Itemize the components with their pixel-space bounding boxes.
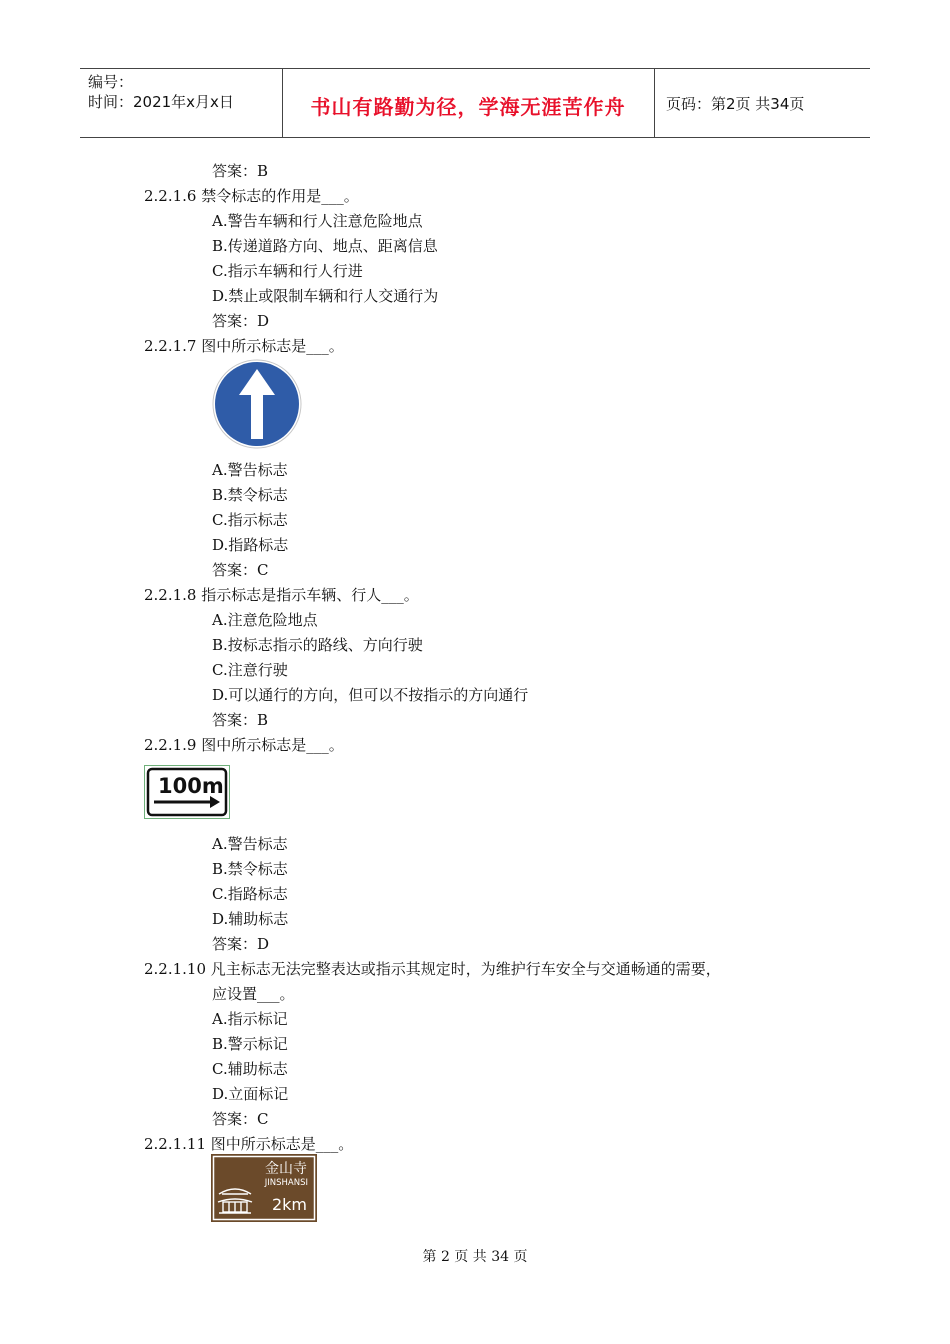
question-7: 2.2.1.7 图中所示标志是___。 <box>144 337 344 355</box>
ahead-only-sign <box>212 359 302 453</box>
sign-distance: 2km <box>271 1195 307 1214</box>
header-info-cell <box>80 69 283 137</box>
q10-option-b: B.警示标记 <box>212 1035 288 1053</box>
header-page-cell <box>654 69 870 137</box>
page-header <box>80 68 870 138</box>
q7-option-b: B.禁令标志 <box>212 486 288 504</box>
motto: 书山有路勤为径，学海无涯苦作舟 <box>310 95 626 119</box>
q7-option-d: D.指路标志 <box>212 536 289 554</box>
q6-answer: 答案：D <box>212 312 270 330</box>
header-motto-cell <box>282 69 655 137</box>
q7-answer: 答案：C <box>212 561 269 579</box>
q6-option-c: C.指示车辆和行人行进 <box>212 262 363 280</box>
q6-option-a: A.警告车辆和行人注意危险地点 <box>212 212 423 230</box>
sign-distance-text: 100m <box>158 774 224 798</box>
q10-option-c: C.辅助标志 <box>212 1060 288 1078</box>
question-8: 2.2.1.8 指示标志是指示车辆、行人___。 <box>144 586 419 604</box>
tourist-guide-sign <box>211 1154 317 1226</box>
q8-option-d: D.可以通行的方向，但可以不按指示的方向通行 <box>212 686 529 704</box>
q9-option-d: D.辅助标志 <box>212 910 289 928</box>
answer-previous: 答案：B <box>212 162 269 180</box>
q7-option-a: A.警告标志 <box>212 461 288 479</box>
q10-option-a: A.指示标记 <box>212 1010 288 1028</box>
q8-option-a: A.注意危险地点 <box>212 611 318 629</box>
q10-answer: 答案：C <box>212 1110 269 1128</box>
question-10: 2.2.1.10 凡主标志无法完整表达或指示其规定时，为维护行车安全与交通畅通的需要， <box>144 960 721 978</box>
q9-option-c: C.指路标志 <box>212 885 288 903</box>
question-6: 2.2.1.6 禁令标志的作用是___。 <box>144 187 359 205</box>
q7-option-c: C.指示标志 <box>212 511 288 529</box>
q9-answer: 答案：D <box>212 935 270 953</box>
q6-option-b: B.传递道路方向、地点、距离信息 <box>212 237 438 255</box>
straight-arrow-icon <box>212 359 302 449</box>
number-label: 编号： <box>88 73 134 91</box>
distance-auxiliary-sign <box>144 765 230 823</box>
page-footer: 第 2 页 共 34 页 <box>422 1249 528 1265</box>
q9-option-a: A.警告标志 <box>212 835 288 853</box>
question-11: 2.2.1.11 图中所示标志是___。 <box>144 1135 354 1153</box>
sign-chinese-name: 金山寺 <box>265 1161 307 1177</box>
q10-option-d: D.立面标记 <box>212 1085 289 1103</box>
q8-answer: 答案：B <box>212 711 269 729</box>
q8-option-b: B.按标志指示的路线、方向行驶 <box>212 636 423 654</box>
q8-option-c: C.注意行驶 <box>212 661 288 679</box>
question-10-cont: 应设置___。 <box>212 985 295 1003</box>
page-code: 页码：第2页 共34页 <box>666 95 805 113</box>
sign-pinyin-name: JINSHANSI <box>264 1178 308 1188</box>
q9-option-b: B.禁令标志 <box>212 860 288 878</box>
question-9: 2.2.1.9 图中所示标志是___。 <box>144 736 344 754</box>
q6-option-d: D.禁止或限制车辆和行人交通行为 <box>212 287 439 305</box>
date-label: 时间：2021年x月x日 <box>88 93 234 111</box>
